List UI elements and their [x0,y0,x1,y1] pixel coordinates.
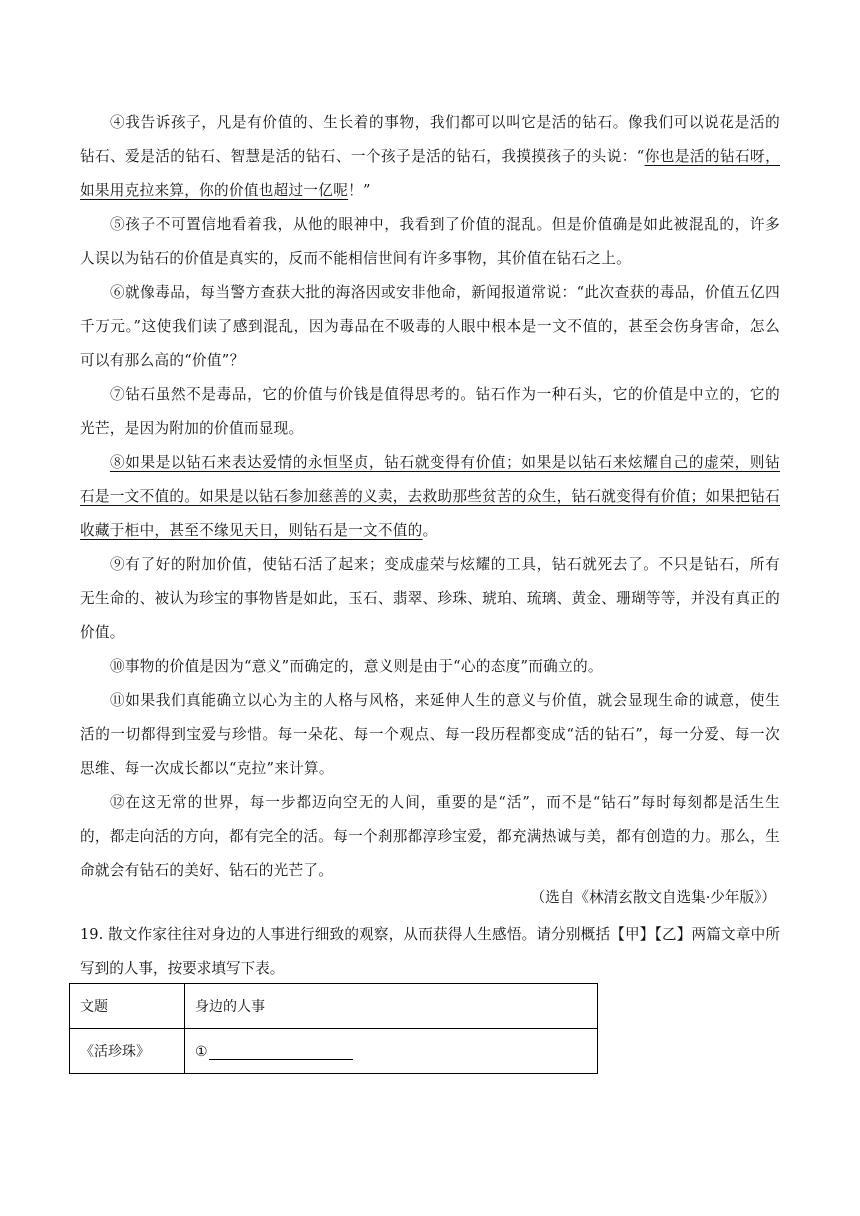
paragraph-8-text-b: 。 [422,522,438,539]
paragraph-10: ⑩事物的价值是因为“意义”而确定的，意义则是由于“心的态度”而确立的。 [110,658,603,675]
paragraph-4 [80,106,780,208]
question-19: 19. 散文作家往往对身边的人事进行细致的观察，从而获得人生感悟。请分别概括【甲】【乙】两篇文章中所写到的人事，按要求填写下表。 [80,926,780,977]
paragraph-5: ⑤孩子不可置信地看着我，从他的眼神中，我看到了价值的混乱。但是价值确是如此被混乱的，许多人误以为钻石的价值是真实的，反而不能相信世间有许多事物，其价值在钻石之上。 [80,216,780,267]
paragraph-4-text-b: ！” [348,182,371,199]
paragraph-8-underlined: ⑧如果是以钻石来表达爱情的永恒坚贞，钻石就变得有价值；如果是以钻石来炫耀自己的虚荣，则钻石是一文不值的。如果是以钻石参加慈善的义卖，去救助那些贫苦的众生，钻石就变得有价值；如果把钻石收藏于柜中，甚至不缘见天日，则钻石是一文不值的 [80,454,781,539]
source-citation: （选自《林清玄散文自选集·少年版》） [530,889,776,906]
paragraph-6: ⑥就像毒品，每当警方查获大批的海洛因或安非他命，新闻报道常说：“此次查获的毒品，价值五亿四千万元。”这使我们读了感到混乱，因为毒品在不吸毒的人眼中根本是一文不值的，甚至会伤身害命，怎么可以有那么高的“价值”？ [80,284,780,369]
paragraph-7: ⑦钻石虽然不是毒品，它的价值与价钱是值得思考的。钻石作为一种石头，它的价值是中立的，它的光芒，是因为附加的价值而显现。 [80,386,780,437]
paragraph-4-text-a: ④我告诉孩子，凡是有价值的、生长着的事物，我们都可以叫它是活的钻石。像我们可以说花是活的钻石、爱是活的钻石、智慧是活的钻石、一个孩子是活的钻石，我摸摸孩子的头说：“ [80,114,780,165]
paragraph-8 [80,446,780,548]
paragraph-12: ⑫在这无常的世界，每一步都迈向空无的人间，重要的是“活”，而不是“钻石”每时每刻都是活生生的，都走向活的方向，都有完全的活。每一个刹那都淳珍宝爱，都充满热诚与美，都有创造的力。那么，生命就会有钻石的美好、钻石的光芒了。 [80,794,781,879]
table-header-title: 文题 [70,984,185,1029]
answer-table [69,983,598,1074]
table-header-row [70,984,598,1029]
blank-marker: ① [195,1043,208,1060]
paragraph-4-underlined-quote: 你也是活的钻石呀，如果用克拉来算，你的价值也超过一亿呢 [80,148,780,199]
table-cell-title: 《活珍珠》 [70,1029,185,1074]
paragraph-11: ⑪如果我们真能确立以心为主的人格与风格，来延伸人生的意义与价值，就会显现生命的诚意，使生活的一切都得到宝爱与珍惜。每一朵花、每一个观点、每一段历程都变成“活的钻石”，每一分爱、每一次思维、每一次成长都以“克拉”来计算。 [80,692,780,777]
table-cell-answer[interactable] [185,1029,598,1074]
table-header-events: 身边的人事 [185,984,598,1029]
paragraph-9: ⑨有了好的附加价值，使钻石活了起来；变成虚荣与炫耀的工具，钻石就死去了。不只是钻石，所有无生命的、被认为珍宝的事物皆是如此，玉石、翡翠、珍珠、琥珀、琉璃、黄金、珊瑚等等，并没有真正的价值。 [80,556,781,641]
answer-blank-line[interactable] [209,1043,353,1060]
table-row [70,1029,598,1074]
